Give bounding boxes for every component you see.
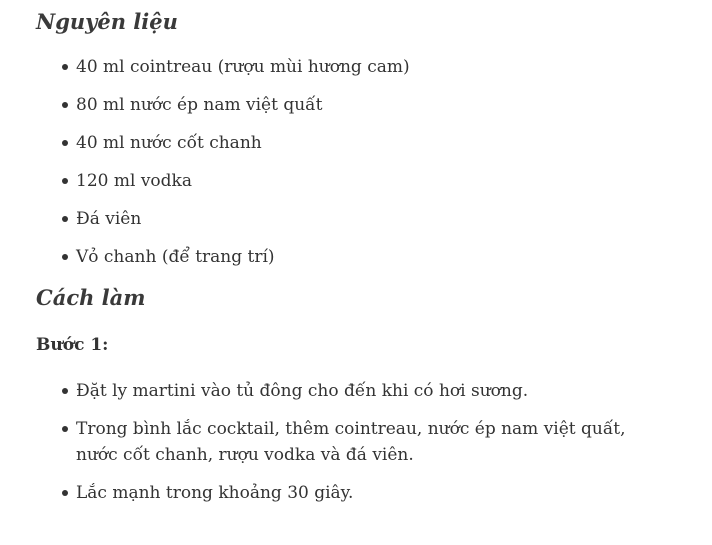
ingredient-item: 80 ml nước ép nam việt quất: [76, 92, 660, 118]
instruction-item: Trong bình lắc cocktail, thêm cointreau, nước ép nam việt quất, nước cốt chanh, rượu vodka và đá viên.: [76, 416, 660, 468]
step-instructions-list: [36, 378, 660, 506]
ingredient-item: 40 ml nước cốt chanh: [76, 130, 660, 156]
ingredients-heading: Nguyên liệu: [36, 9, 178, 34]
ingredient-item: 120 ml vodka: [76, 168, 660, 194]
ingredients-list: [36, 54, 660, 270]
instruction-item: Lắc mạnh trong khoảng 30 giây.: [76, 480, 660, 506]
step-label: Bước 1:: [36, 335, 109, 355]
ingredient-item: Đá viên: [76, 206, 660, 232]
ingredient-item: Vỏ chanh (để trang trí): [76, 244, 660, 270]
ingredient-item: 40 ml cointreau (rượu mùi hương cam): [76, 54, 660, 80]
method-heading: Cách làm: [36, 285, 146, 310]
instruction-item: Đặt ly martini vào tủ đông cho đến khi có hơi sương.: [76, 378, 660, 404]
